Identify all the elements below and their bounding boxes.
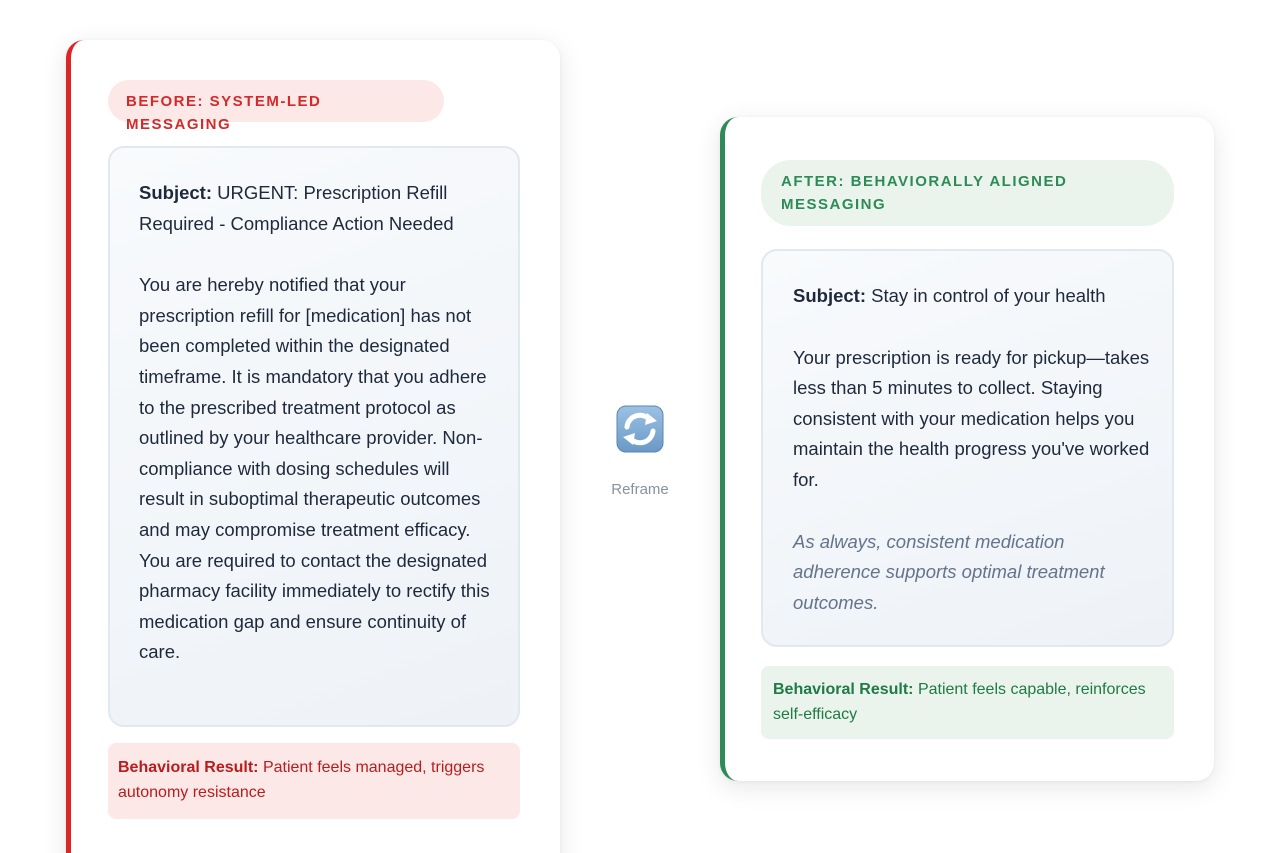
after-subject-label: Subject: bbox=[793, 285, 866, 306]
before-message-body: You are hereby notified that your prescription refill for [medication] has not been completed within the designated timeframe. It is mandatory that you adhere to the prescribed treatment protocol as outlined by your healthcare provider. Non-compliance with dosing schedules will result in suboptimal therapeutic outcomes and may compromise treatment efficacy. You are required to contact the designated pharmacy facility immediately to rectify this medication gap and ensure continuity of care. bbox=[139, 274, 490, 663]
after-result-text: Patient feels capable, reinforces self-efficacy bbox=[773, 681, 1146, 723]
before-behavioral-result bbox=[108, 743, 520, 819]
after-card bbox=[720, 117, 1214, 781]
before-result-text: Patient feels managed, triggers autonomy resistance bbox=[118, 759, 485, 801]
after-message-body: Your prescription is ready for pickup—takes less than 5 minutes to collect. Staying consistent with your medication helps you maintain the health progress you've worked for. bbox=[793, 346, 1150, 490]
after-badge: AFTER: BEHAVIORALLY ALIGNED MESSAGING bbox=[761, 160, 1174, 226]
counterclockwise-arrows-icon bbox=[616, 405, 664, 453]
reframe-transition bbox=[598, 405, 682, 505]
before-subject-text: URGENT: Prescription Refill Required - Compliance Action Needed bbox=[139, 182, 454, 234]
before-badge: BEFORE: SYSTEM-LED MESSAGING bbox=[108, 80, 444, 122]
before-subject-label: Subject: bbox=[139, 182, 212, 203]
before-card bbox=[66, 40, 560, 853]
after-behavioral-result bbox=[761, 666, 1174, 739]
before-message-box bbox=[108, 146, 520, 727]
after-message-note: As always, consistent medication adherence supports optimal treatment outcomes. bbox=[793, 530, 1105, 613]
after-message-box bbox=[761, 249, 1174, 647]
before-subject-line bbox=[139, 178, 490, 239]
before-result-label: Behavioral Result: bbox=[118, 759, 259, 776]
after-subject-line bbox=[793, 281, 1152, 312]
after-subject-text: Stay in control of your health bbox=[871, 285, 1106, 306]
after-result-label: Behavioral Result: bbox=[773, 681, 914, 698]
reframe-label: Reframe bbox=[611, 481, 669, 498]
